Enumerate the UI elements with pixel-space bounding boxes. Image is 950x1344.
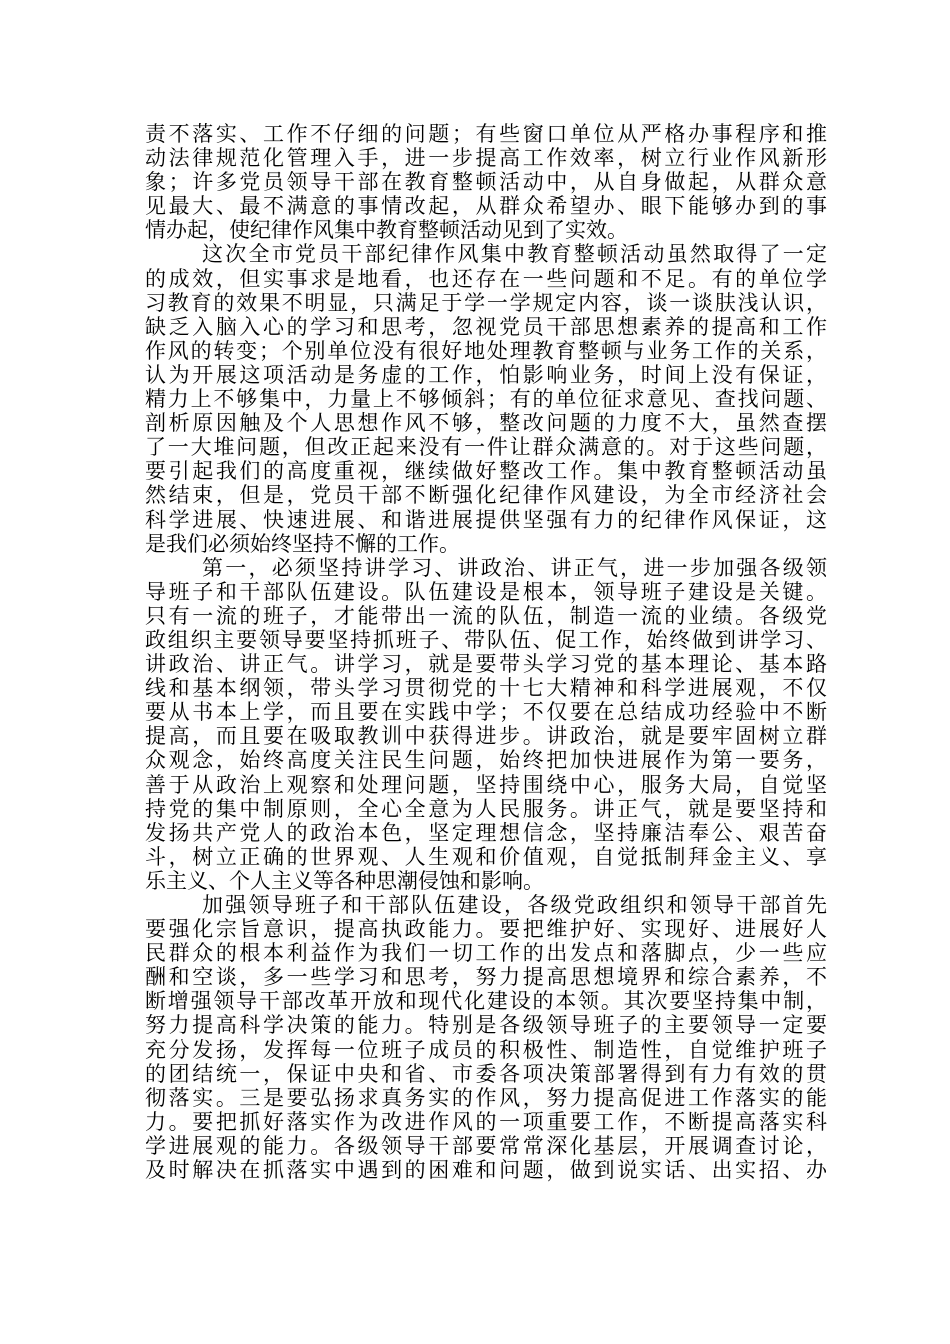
text-line: 缺乏入脑入心的学习和思考，忽视党员干部思想素养的提高和工作	[145, 314, 827, 339]
text-line: 断增强领导干部改革开放和现代化建设的本领。其次要坚持集中制，	[145, 989, 827, 1014]
text-line: 作风的转变；个别单位没有很好地处理教育整顿与业务工作的关系，	[145, 338, 827, 363]
text-line: 发扬共产党人的政治本色，坚定理想信念，坚持廉洁奉公、艰苦奋	[145, 820, 827, 845]
text-line: 这次全市党员干部纪律作风集中教育整顿活动虽然取得了一定	[202, 242, 827, 267]
text-line: 斗，树立正确的世界观、人生观和价值观，自觉抵制拜金主义、享	[145, 844, 827, 869]
text-line: 加强领导班子和干部队伍建设，各级党政组织和领导干部首先	[202, 893, 827, 917]
text-line: 力。要把抓好落实作为改进作风的一项重要工作，不断提高落实科	[145, 1109, 827, 1134]
text-line: 科学进展、快速进展、和谐进展提供坚强有力的纪律作风保证，这	[145, 507, 827, 532]
text-line: 要引起我们的高度重视，继续做好整改工作。集中教育整顿活动虽	[145, 459, 827, 484]
text-line: 提高，而且要在吸取教训中获得进步。讲政治，就是要牢固树立群	[145, 724, 827, 749]
text-line: 努力提高科学决策的能力。特别是各级领导班子的主要领导一定要	[145, 1013, 827, 1038]
text-line: 众观念，始终高度关注民生问题，始终把加快进展作为第一要务，	[145, 748, 827, 773]
text-line: 然结束，但是，党员干部不断强化纪律作风建设，为全市经济社会	[145, 483, 827, 508]
text-line: 充分发扬，发挥每一位班子成员的积极性、制造性，自觉维护班子	[145, 1037, 827, 1062]
text-line: 的成效，但实事求是地看，也还存在一些问题和不足。有的单位学	[145, 266, 827, 291]
text-line: 持党的集中制原则，全心全意为人民服务。讲正气，就是要坚持和	[145, 796, 827, 821]
text-line: 导班子和干部队伍建设。队伍建设是根本，领导班子建设是关键。	[145, 579, 827, 604]
text-line: 动法律规范化管理入手，进一步提高工作效率，树立行业作风新形	[145, 146, 827, 171]
text-line: 精力上不够集中，力量上不够倾斜；有的单位征求意见、查找问题、	[145, 387, 827, 412]
text-line: 要强化宗旨意识，提高执政能力。要把维护好、实现好、进展好人	[145, 917, 827, 942]
text-line: 酬和空谈，多一些学习和思考，努力提高思想境界和综合素养，不	[145, 965, 827, 990]
text-line: 要从书本上学，而且要在实践中学；不仅要在总结成功经验中不断	[145, 700, 827, 725]
text-line: 是我们必须始终坚持不懈的工作。	[145, 531, 460, 556]
text-line: 只有一流的班子，才能带出一流的队伍，制造一流的业绩。各级党	[145, 603, 827, 628]
text-line: 及时解决在抓落实中遇到的困难和问题，做到说实话、出实招、办	[145, 1158, 827, 1183]
text-line: 乐主义、个人主义等各种思潮侵蚀和影响。	[145, 868, 544, 893]
text-line: 了一大堆问题，但改正起来没有一件让群众满意的。对于这些问题，	[145, 435, 827, 460]
text-line: 见最大、最不满意的事情改起，从群众希望办、眼下能够办到的事	[145, 194, 827, 219]
text-line: 认为开展这项活动是务虚的工作，怕影响业务，时间上没有保证，	[145, 362, 827, 387]
text-line: 政组织主要领导要坚持抓班子、带队伍、促工作，始终做到讲学习、	[145, 627, 827, 652]
document-body-text	[145, 122, 827, 1182]
text-line: 剖析原因触及个人思想作风不够，整改问题的力度不大，虽然查摆	[145, 411, 827, 436]
text-line: 讲政治、讲正气。讲学习，就是要带头学习党的基本理论、基本路	[145, 652, 827, 677]
text-line: 习教育的效果不明显，只满足于学一学规定内容，谈一谈肤浅认识，	[145, 290, 827, 315]
text-line: 彻落实。三是要弘扬求真务实的作风，努力提高促进工作落实的能	[145, 1085, 827, 1110]
text-line: 善于从政治上观察和处理问题，坚持围绕中心，服务大局，自觉坚	[145, 772, 827, 797]
text-line: 情办起，使纪律作风集中教育整顿活动见到了实效。	[145, 218, 628, 243]
text-line: 象；许多党员领导干部在教育整顿活动中，从自身做起，从群众意	[145, 170, 827, 195]
text-line: 责不落实、工作不仔细的问题；有些窗口单位从严格办事程序和推	[145, 122, 827, 146]
text-line: 线和基本纲领，带头学习贯彻党的十七大精神和科学进展观，不仅	[145, 676, 827, 701]
text-line: 第一，必须坚持讲学习、讲政治、讲正气，进一步加强各级领	[202, 555, 827, 580]
text-line: 民群众的根本利益作为我们一切工作的出发点和落脚点，少一些应	[145, 941, 827, 966]
text-line: 学进展观的能力。各级领导干部要常常深化基层，开展调查讨论，	[145, 1133, 827, 1158]
text-line: 的团结统一，保证中央和省、市委各项决策部署得到有力有效的贯	[145, 1061, 827, 1086]
